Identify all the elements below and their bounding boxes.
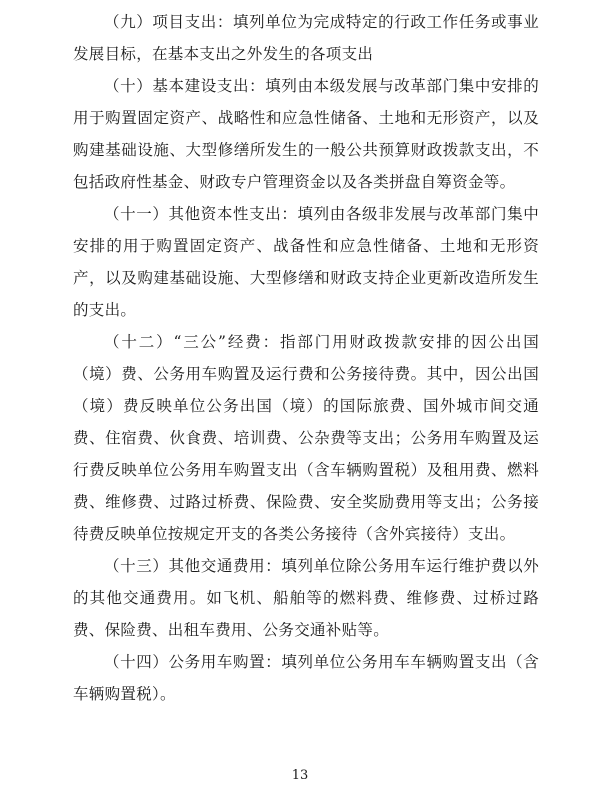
paragraph-vehicle-purchase: （十四）公务用车购置：填列单位公务用车车辆购置支出（含车辆购置税）。 <box>73 653 539 703</box>
paragraph-three-public-expenses: （十二）“三公”经费：指部门用财政拨款安排的因公出国（境）费、公务用车购置及运行费和公务接待费。其中，因公出国（境）费反映单位公务出国（境）的国际旅费、国外城市间交通费、住宿费、伙食费、培训费、公杂费等支出；公务用车购置及运行费反映单位公务用车购置支出（含车辆购置税）及租用费、燃料费、维修费、过路过桥费、保险费、安全奖励费用等支出；公务接待费反映单位按规定开支的各类公务接待（含外宾接待）支出。 <box>73 333 539 543</box>
paragraph-other-transport: （十三）其他交通费用：填列单位除公务用车运行维护费以外的其他交通费用。如飞机、船舶等的燃料费、维修费、过桥过路费、保险费、出租车费用、公务交通补贴等。 <box>73 557 539 639</box>
page-number: 13 <box>291 768 309 783</box>
paragraph-other-capital: （十一）其他资本性支出：填列由各级非发展与改革部门集中安排的用于购置固定资产、战备性和应急性储备、土地和无形资产，以及购建基础设施、大型修缮和财政支持企业更新改造所发生的支出。 <box>73 205 539 319</box>
paragraph-project-expenditure: （九）项目支出：填列单位为完成特定的行政工作任务或事业发展目标，在基本支出之外发生的各项支出 <box>73 13 539 63</box>
document-body <box>73 6 539 710</box>
paragraph-capital-construction: （十）基本建设支出：填列由本级发展与改革部门集中安排的用于购置固定资产、战略性和应急性储备、土地和无形资产，以及购建基础设施、大型修缮所发生的一般公共预算财政拨款支出，不包括政府性基金、财政专户管理资金以及各类拼盘自筹资金等。 <box>73 77 539 191</box>
